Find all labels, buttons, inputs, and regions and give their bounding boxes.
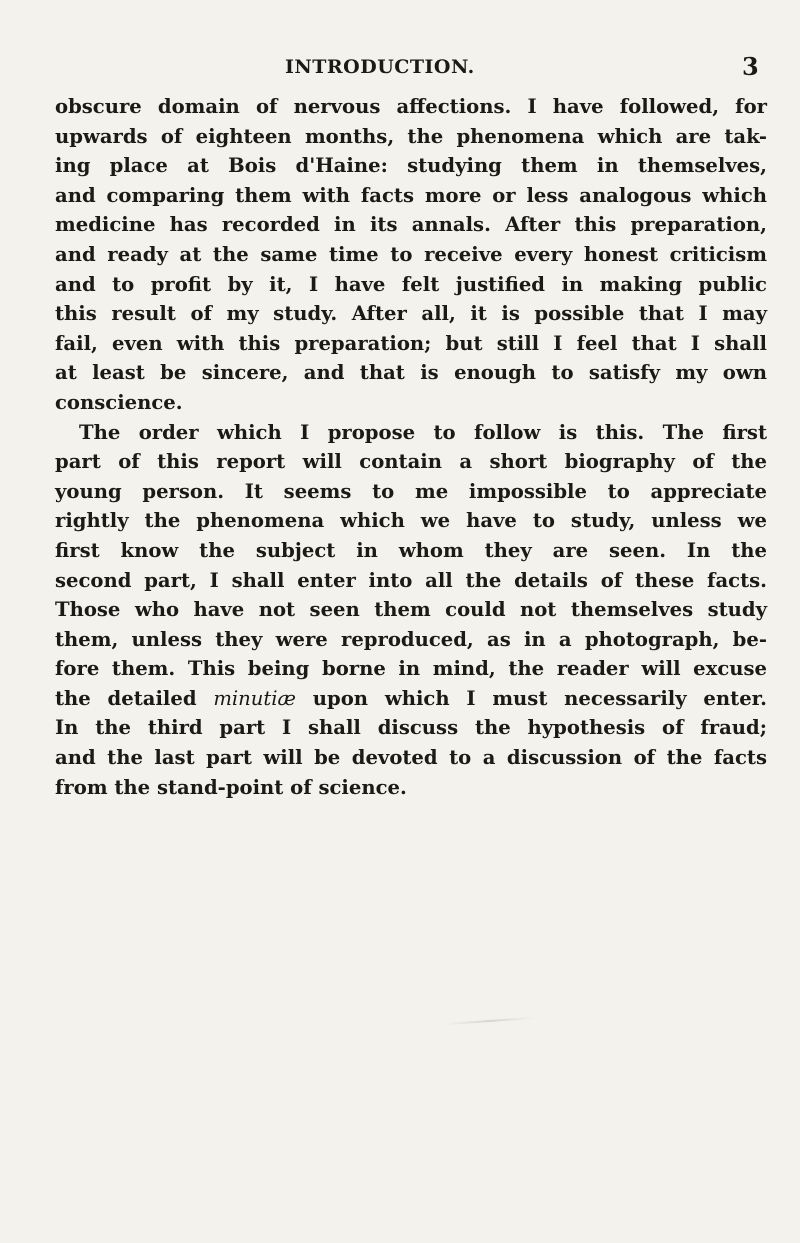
paper-mark	[445, 1017, 535, 1025]
text-line: In the third part I shall discuss the hypothesis of fraud;	[55, 716, 767, 740]
text-line: conscience.	[55, 390, 183, 414]
running-head: INTRODUCTION.	[285, 56, 475, 78]
text-line: upwards of eighteen months, the phenomena which are tak-	[55, 124, 767, 148]
text-line: fail, even with this preparation; but still I feel that I shall	[55, 331, 767, 355]
text-line: first know the subject in whom they are seen. In the	[55, 538, 767, 562]
text-line: Those who have not seen them could not themselves study	[55, 598, 767, 622]
text-line: second part, I shall enter into all the details of these facts.	[55, 568, 767, 592]
text-line: part of this report will contain a short biography of the	[55, 450, 767, 474]
text-line: obscure domain of nervous affections. I have followed, for	[55, 95, 767, 118]
text-line: them, unless they were reproduced, as in a photograph, be-	[55, 627, 767, 651]
text-line: this result of my study. After all, it is possible that I may	[55, 302, 767, 326]
text-line: and ready at the same time to receive every honest criticism	[55, 242, 767, 266]
text-line: fore them. This being borne in mind, the reader will excuse	[55, 657, 767, 681]
page-number: 3	[742, 52, 759, 81]
text-run: the detailed	[55, 686, 214, 710]
text-line: ing place at Bois d'Haine: studying them in themselves,	[55, 154, 767, 178]
text-line-with-italic	[55, 684, 767, 714]
body-text	[55, 92, 767, 802]
text-line: and comparing them with facts more or less analogous which	[55, 183, 767, 207]
text-line: young person. It seems to me impossible to appreciate	[55, 479, 767, 503]
text-line: medicine has recorded in its annals. After this preparation,	[55, 213, 767, 237]
italic-term: minutiæ	[213, 686, 296, 710]
text-line: from the stand-point of science.	[55, 775, 407, 799]
text-line: at least be sincere, and that is enough to satisfy my own	[55, 361, 767, 385]
text-line: and to profit by it, I have felt justified in making public	[55, 272, 767, 296]
text-line: The order which I propose to follow is this. The first	[79, 420, 767, 444]
text-run: upon which I must necessarily enter.	[295, 686, 768, 710]
text-line: rightly the phenomena which we have to study, unless we	[55, 509, 767, 533]
text-line: and the last part will be devoted to a discussion of the facts	[55, 746, 767, 770]
